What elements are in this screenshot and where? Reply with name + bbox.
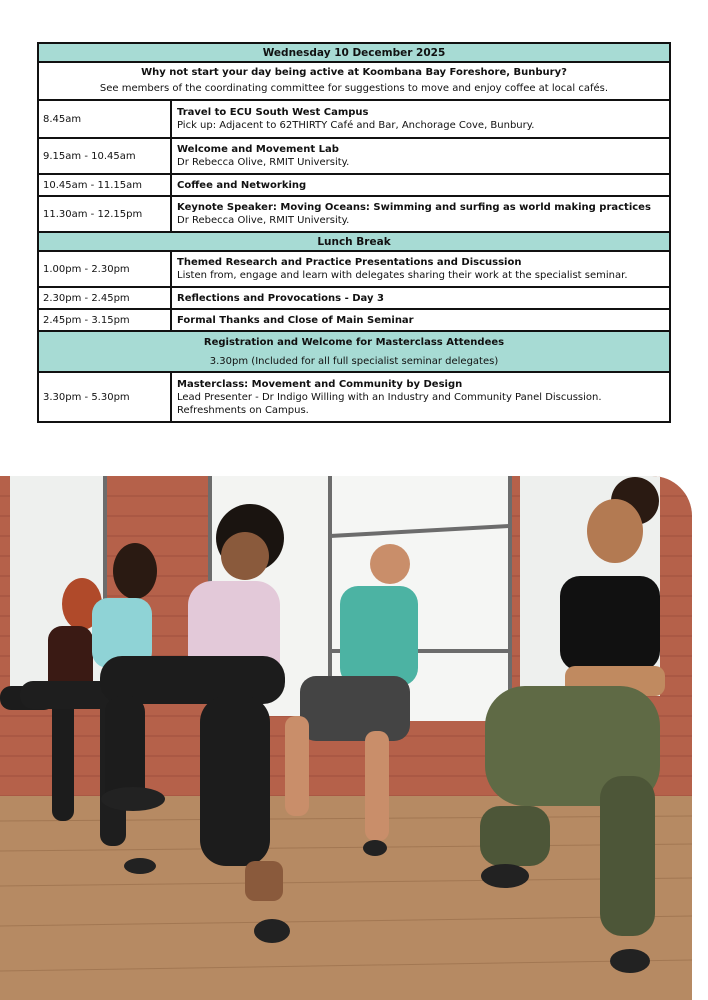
registration-text: 3.30pm (Included for all full specialist seminar delegates) bbox=[209, 355, 499, 367]
session-title: Themed Research and Practice Presentations and Discussion bbox=[177, 257, 522, 268]
time-cell: 9.15am - 10.45am bbox=[38, 138, 171, 174]
session-cell bbox=[171, 100, 670, 138]
session-title: Keynote Speaker: Moving Oceans: Swimming and surfing as world making practices bbox=[177, 202, 651, 213]
time-cell: 11.30am - 12.15pm bbox=[38, 196, 171, 232]
time-cell: 3.30pm - 5.30pm bbox=[38, 372, 171, 422]
session-cell bbox=[171, 138, 670, 174]
day-header: Wednesday 10 December 2025 bbox=[38, 43, 670, 62]
time-cell: 1.00pm - 2.30pm bbox=[38, 251, 171, 287]
session-cell bbox=[171, 287, 670, 309]
session-title: Masterclass: Movement and Community by Design bbox=[177, 378, 463, 390]
intro-text: See members of the coordinating committee for suggestions to move and enjoy coffee at local cafés. bbox=[99, 83, 609, 94]
session-cell bbox=[171, 309, 670, 331]
dance-class-photo bbox=[0, 476, 692, 1000]
registration-band bbox=[38, 331, 670, 372]
time-cell: 2.30pm - 2.45pm bbox=[38, 287, 171, 309]
lunch-break-band: Lunch Break bbox=[38, 232, 670, 251]
session-title: Formal Thanks and Close of Main Seminar bbox=[177, 314, 414, 326]
session-cell bbox=[171, 196, 670, 232]
intro-cell bbox=[38, 62, 670, 100]
session-detail: Dr Rebecca Olive, RMIT University. bbox=[177, 157, 350, 168]
session-detail: Lead Presenter - Dr Indigo Willing with an Industry and Community Panel Discussion. bbox=[177, 391, 602, 403]
session-detail: Refreshments on Campus. bbox=[177, 404, 309, 416]
session-title: Coffee and Networking bbox=[177, 179, 307, 191]
schedule-table bbox=[37, 42, 671, 423]
session-title: Reflections and Provocations - Day 3 bbox=[177, 292, 384, 304]
session-cell bbox=[171, 174, 670, 196]
intro-title: Why not start your day being active at Koombana Bay Foreshore, Bunbury? bbox=[141, 67, 567, 78]
session-detail: Dr Rebecca Olive, RMIT University. bbox=[177, 215, 350, 226]
photo-illustration bbox=[0, 476, 692, 1000]
session-cell bbox=[171, 372, 670, 422]
session-cell bbox=[171, 251, 670, 287]
session-detail: Listen from, engage and learn with delegates sharing their work at the specialist seminar. bbox=[177, 270, 628, 281]
session-title: Welcome and Movement Lab bbox=[177, 144, 339, 155]
session-title: Travel to ECU South West Campus bbox=[177, 107, 369, 118]
time-cell: 8.45am bbox=[38, 100, 171, 138]
time-cell: 10.45am - 11.15am bbox=[38, 174, 171, 196]
time-cell: 2.45pm - 3.15pm bbox=[38, 309, 171, 331]
registration-title: Registration and Welcome for Masterclass Attendees bbox=[203, 336, 505, 348]
session-detail: Pick up: Adjacent to 62THIRTY Café and Bar, Anchorage Cove, Bunbury. bbox=[177, 120, 535, 131]
